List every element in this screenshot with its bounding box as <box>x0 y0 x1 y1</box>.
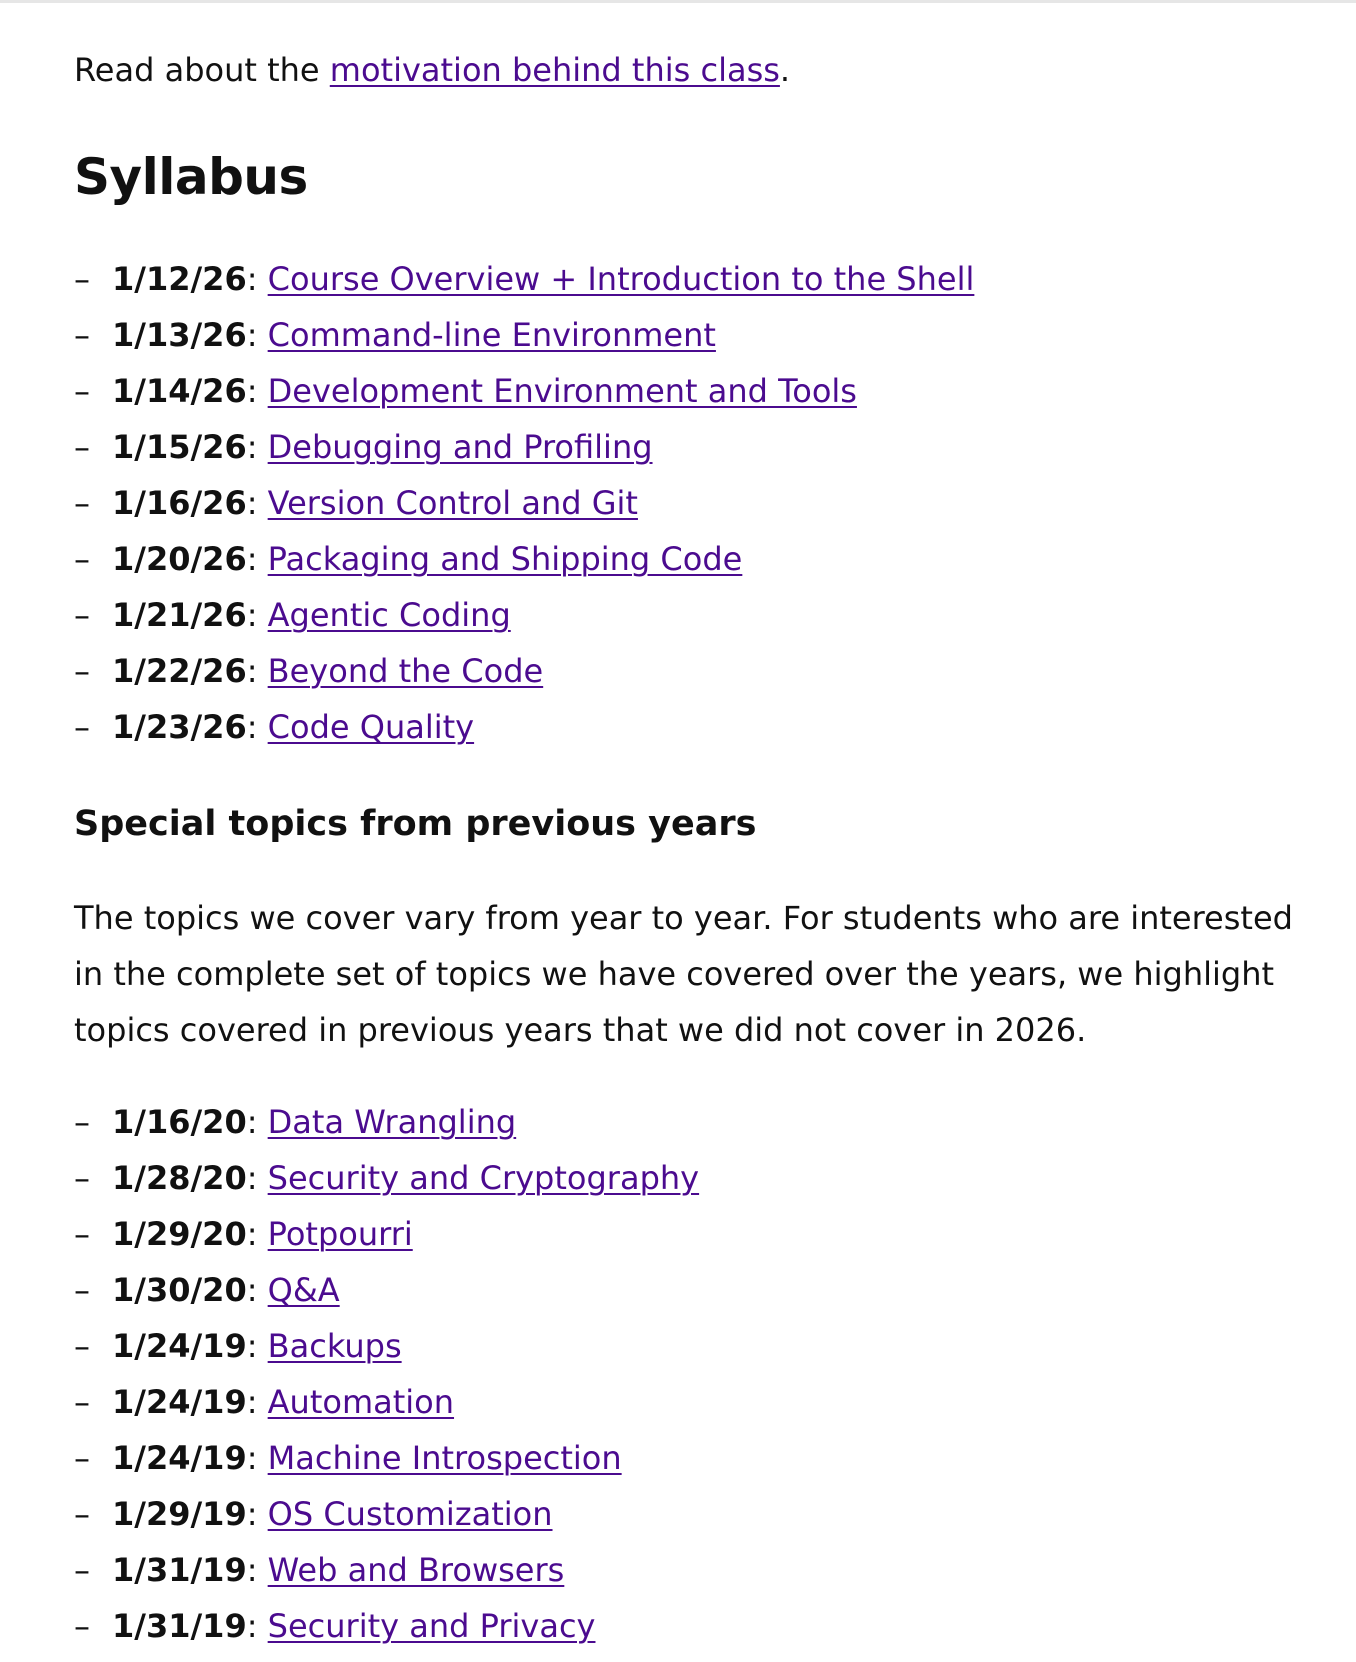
date-separator: : <box>246 1439 258 1477</box>
date-separator: : <box>246 1495 258 1533</box>
list-item <box>74 643 1314 699</box>
intro-prefix: Read about the <box>74 51 330 89</box>
date-separator: : <box>246 1383 258 1421</box>
date-separator: : <box>246 428 258 466</box>
lecture-link[interactable]: Backups <box>267 1327 402 1365</box>
intro-suffix: . <box>779 51 791 89</box>
lecture-date: 1/29/19 <box>112 1495 247 1533</box>
lecture-link[interactable]: Data Wrangling <box>267 1103 517 1141</box>
list-item <box>74 1486 1314 1542</box>
lecture-link[interactable]: Code Quality <box>267 708 475 746</box>
date-separator: : <box>246 708 258 746</box>
date-separator: : <box>246 1607 258 1645</box>
special-topics-description: The topics we cover vary from year to year. For students who are interested in the complete set of topics we have covered over the years, we highlight topics covered in previous years that we did not cover in 2026. <box>74 899 1293 1049</box>
list-marker: – <box>74 1551 90 1589</box>
list-item <box>74 1094 1314 1150</box>
lecture-date: 1/31/19 <box>112 1607 247 1645</box>
list-marker: – <box>74 1271 90 1309</box>
date-separator: : <box>246 1327 258 1365</box>
list-item <box>74 1542 1314 1598</box>
list-item <box>74 1598 1314 1654</box>
list-marker: – <box>74 428 90 466</box>
lecture-date: 1/15/26 <box>112 428 247 466</box>
lecture-date: 1/24/19 <box>112 1327 247 1365</box>
lecture-date: 1/14/26 <box>112 372 247 410</box>
list-marker: – <box>74 1159 90 1197</box>
lecture-link[interactable]: Agentic Coding <box>267 596 511 634</box>
list-marker: – <box>74 652 90 690</box>
lecture-link[interactable]: Course Overview + Introduction to the Shell <box>267 260 975 298</box>
lecture-link[interactable]: Beyond the Code <box>267 652 544 690</box>
date-separator: : <box>246 1103 258 1141</box>
lecture-date: 1/24/19 <box>112 1383 247 1421</box>
lecture-date: 1/24/19 <box>112 1439 247 1477</box>
date-separator: : <box>246 1271 258 1309</box>
intro-text <box>74 42 790 98</box>
lecture-link[interactable]: Debugging and Profiling <box>267 428 653 466</box>
list-item <box>74 475 1314 531</box>
list-marker: – <box>74 316 90 354</box>
date-separator: : <box>246 596 258 634</box>
list-marker: – <box>74 1215 90 1253</box>
lecture-link[interactable]: OS Customization <box>267 1495 553 1533</box>
list-item <box>74 307 1314 363</box>
list-marker: – <box>74 260 90 298</box>
list-item <box>74 587 1314 643</box>
lecture-date: 1/28/20 <box>112 1159 247 1197</box>
date-separator: : <box>246 260 258 298</box>
date-separator: : <box>246 1551 258 1589</box>
list-marker: – <box>74 708 90 746</box>
list-item <box>74 1206 1314 1262</box>
date-separator: : <box>246 540 258 578</box>
date-separator: : <box>246 1215 258 1253</box>
previous-topics-list <box>74 1094 1314 1654</box>
list-marker: – <box>74 1607 90 1645</box>
lecture-link[interactable]: Version Control and Git <box>267 484 638 522</box>
lecture-link[interactable]: Web and Browsers <box>267 1551 565 1589</box>
lecture-date: 1/30/20 <box>112 1271 247 1309</box>
list-item <box>74 1150 1314 1206</box>
list-marker: – <box>74 1383 90 1421</box>
top-divider <box>0 0 1356 3</box>
lecture-link[interactable]: Development Environment and Tools <box>267 372 857 410</box>
special-topics-heading: Special topics from previous years <box>74 804 757 844</box>
lecture-date: 1/31/19 <box>112 1551 247 1589</box>
date-separator: : <box>246 1159 258 1197</box>
lecture-link[interactable]: Machine Introspection <box>267 1439 622 1477</box>
list-marker: – <box>74 1103 90 1141</box>
lecture-link[interactable]: Potpourri <box>267 1215 413 1253</box>
syllabus-list <box>74 251 1314 755</box>
list-marker: – <box>74 540 90 578</box>
list-item <box>74 1262 1314 1318</box>
lecture-link[interactable]: Security and Cryptography <box>267 1159 700 1197</box>
list-item <box>74 363 1314 419</box>
list-marker: – <box>74 372 90 410</box>
syllabus-heading: Syllabus <box>74 148 308 206</box>
motivation-link[interactable]: motivation behind this class <box>329 51 780 89</box>
list-item <box>74 699 1314 755</box>
lecture-date: 1/22/26 <box>112 652 247 690</box>
date-separator: : <box>246 652 258 690</box>
list-item <box>74 531 1314 587</box>
lecture-date: 1/12/26 <box>112 260 247 298</box>
list-marker: – <box>74 1327 90 1365</box>
date-separator: : <box>246 316 258 354</box>
lecture-date: 1/21/26 <box>112 596 247 634</box>
lecture-link[interactable]: Q&A <box>267 1271 340 1309</box>
date-separator: : <box>246 484 258 522</box>
list-item <box>74 1318 1314 1374</box>
list-item <box>74 251 1314 307</box>
date-separator: : <box>246 372 258 410</box>
lecture-date: 1/20/26 <box>112 540 247 578</box>
lecture-link[interactable]: Automation <box>267 1383 455 1421</box>
lecture-date: 1/23/26 <box>112 708 247 746</box>
lecture-date: 1/16/20 <box>112 1103 247 1141</box>
list-marker: – <box>74 596 90 634</box>
lecture-date: 1/29/20 <box>112 1215 247 1253</box>
lecture-link[interactable]: Command-line Environment <box>267 316 716 354</box>
lecture-link[interactable]: Security and Privacy <box>267 1607 596 1645</box>
list-marker: – <box>74 484 90 522</box>
list-marker: – <box>74 1495 90 1533</box>
list-item <box>74 419 1314 475</box>
lecture-date: 1/16/26 <box>112 484 247 522</box>
list-marker: – <box>74 1439 90 1477</box>
list-item <box>74 1430 1314 1486</box>
lecture-date: 1/13/26 <box>112 316 247 354</box>
list-item <box>74 1374 1314 1430</box>
lecture-link[interactable]: Packaging and Shipping Code <box>267 540 743 578</box>
